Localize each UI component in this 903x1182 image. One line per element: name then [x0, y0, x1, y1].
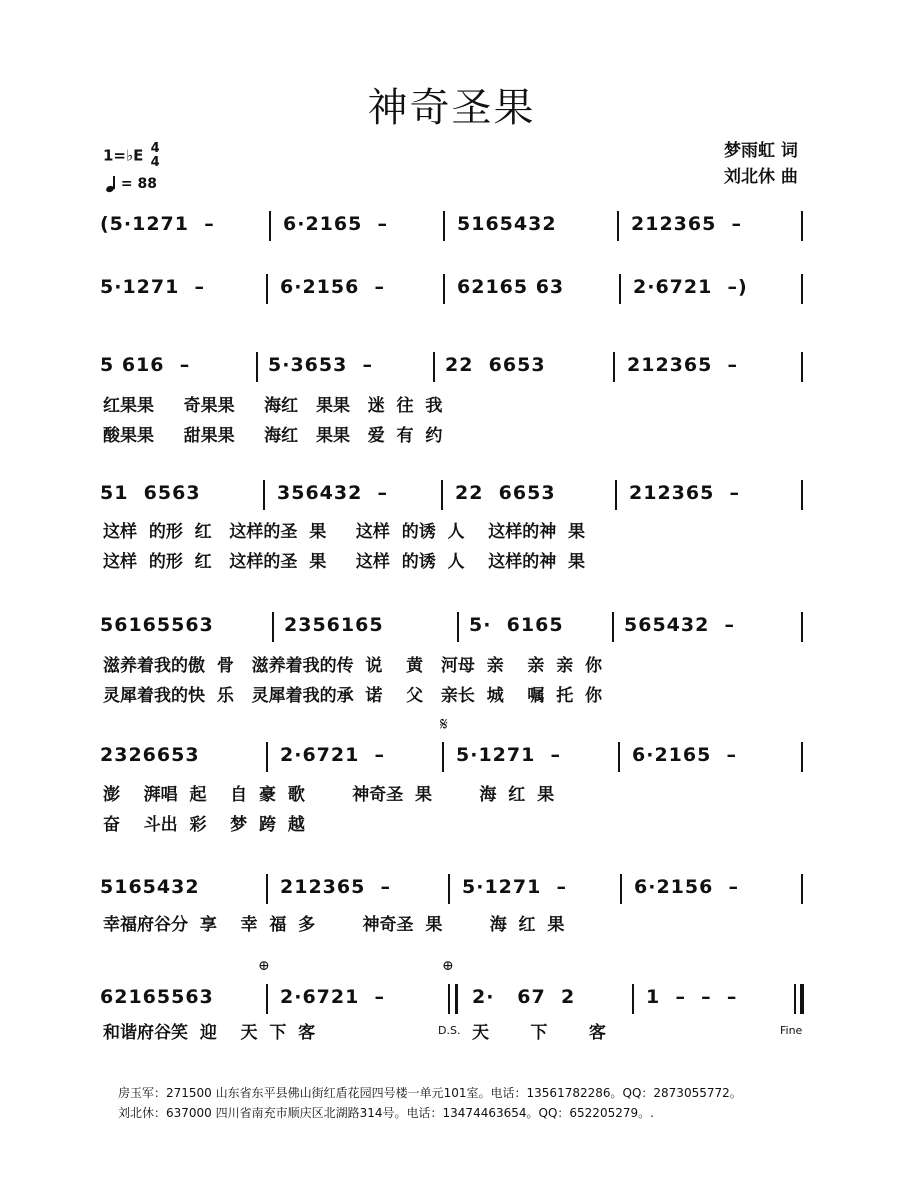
measure: 5·3653 – — [268, 354, 374, 376]
barline — [266, 874, 268, 904]
lyric-line: 澎 湃唱 起 自 豪 歌 神奇圣 果 海 红 果 — [103, 785, 555, 805]
lyric-line: 红果果 奇果果 海红 果果 迷 往 我 — [103, 396, 443, 416]
lyric-line: 和谐府谷笑 迎 天 下 客 — [103, 1023, 316, 1043]
measure: 5165432 — [100, 876, 200, 898]
song-title: 神奇圣果 — [367, 85, 536, 131]
barline — [801, 352, 803, 382]
lyric-line: 这样 的形 红 这样的圣 果 这样 的诱 人 这样的神 果 — [103, 552, 586, 572]
barline — [618, 742, 620, 772]
measure: 2· 67 2 — [472, 986, 576, 1008]
time-denominator: 4 — [150, 155, 160, 170]
barline — [801, 211, 803, 241]
music-row-6 — [100, 740, 806, 776]
contact-line: 房玉军：271500 山东省东平县佛山街红盾花园四号楼一单元101室。电话：13561782286。QQ：2873055772。 — [118, 1086, 742, 1100]
lyric-line: 奋 斗出 彩 梦 跨 越 — [103, 815, 305, 835]
measure: 22 6653 — [445, 354, 546, 376]
measure: 62165563 — [100, 986, 214, 1008]
segno-mark: 𝄋 — [440, 714, 448, 735]
barline — [433, 352, 435, 382]
barline — [620, 874, 622, 904]
measure: 5 616 – — [100, 354, 191, 376]
measure: 212365 – — [280, 876, 392, 898]
barline — [272, 612, 274, 642]
barline — [615, 480, 617, 510]
lyric-line: 酸果果 甜果果 海红 果果 爱 有 约 — [103, 426, 443, 446]
measure: 6·2156 – — [634, 876, 740, 898]
music-row-1 — [100, 209, 806, 245]
measure: 5·1271 – — [456, 744, 562, 766]
measure: 5·1271 – — [462, 876, 568, 898]
music-row-4 — [100, 478, 806, 514]
measure: 212365 – — [629, 482, 741, 504]
barline — [256, 352, 258, 382]
barline — [612, 612, 614, 642]
measure: 51 6563 — [100, 482, 201, 504]
barline — [448, 984, 450, 1014]
measure: 5165432 — [457, 213, 557, 235]
barline — [443, 211, 445, 241]
measure: 212365 – — [627, 354, 739, 376]
music-row-8 — [100, 982, 806, 1018]
barline — [448, 874, 450, 904]
measure: 6·2165 – — [283, 213, 389, 235]
measure: 56165563 — [100, 614, 214, 636]
fine-mark: Fine — [780, 1024, 803, 1037]
measure: 2326653 — [100, 744, 200, 766]
barline — [266, 742, 268, 772]
measure: 565432 – — [624, 614, 736, 636]
barline — [263, 480, 265, 510]
measure: 356432 – — [277, 482, 389, 504]
music-row-2 — [100, 272, 806, 308]
coda-mark: ⊕ — [442, 958, 454, 974]
quarter-note-icon — [106, 176, 116, 192]
barline — [801, 742, 803, 772]
lyricist-credit: 梦雨虹 词 — [724, 141, 798, 161]
lyric-line: 幸福府谷分 享 幸 福 多 神奇圣 果 海 红 果 — [103, 915, 565, 935]
measure: 212365 – — [631, 213, 743, 235]
measure: (5·1271 – — [100, 213, 215, 235]
barline — [617, 211, 619, 241]
music-row-7 — [100, 872, 806, 908]
tempo-value: = 88 — [120, 176, 157, 192]
lyric-line: 灵犀着我的快 乐 灵犀着我的承 诺 父 亲长 城 嘱 托 你 — [103, 686, 603, 706]
barline — [457, 612, 459, 642]
key-label: 1=♭E — [103, 146, 144, 165]
measure: 6·2156 – — [280, 276, 386, 298]
measure: 6·2165 – — [632, 744, 738, 766]
barline — [801, 274, 803, 304]
time-numerator: 4 — [150, 141, 160, 156]
contact-line: 刘北休：637000 四川省南充市顺庆区北湖路314号。电话：13474463654。QQ：652205279。. — [118, 1106, 654, 1120]
barline — [619, 274, 621, 304]
measure: 2356165 — [284, 614, 384, 636]
measure: 5· 6165 — [469, 614, 564, 636]
lyric-line: 天 下 客 — [472, 1023, 606, 1043]
measure: 62165 63 — [457, 276, 565, 298]
barline — [632, 984, 634, 1014]
measure: 2·6721 – — [280, 744, 386, 766]
measure: 2·6721 –) — [633, 276, 748, 298]
measure: 22 6653 — [455, 482, 556, 504]
music-row-5 — [100, 610, 806, 646]
barline — [269, 211, 271, 241]
composer-credit: 刘北休 曲 — [724, 167, 798, 187]
measure: 2·6721 – — [280, 986, 386, 1008]
measure: 1 – – – — [646, 986, 738, 1008]
barline — [266, 984, 268, 1014]
barline — [441, 480, 443, 510]
barline — [442, 742, 444, 772]
measure: 5·1271 – — [100, 276, 206, 298]
lyric-line: 这样 的形 红 这样的圣 果 这样 的诱 人 这样的神 果 — [103, 522, 586, 542]
barline — [443, 274, 445, 304]
music-row-3 — [100, 350, 806, 386]
lyric-line: 滋养着我的傲 骨 滋养着我的传 说 黄 河母 亲 亲 亲 你 — [103, 656, 603, 676]
coda-mark: ⊕ — [258, 958, 270, 974]
barline — [266, 274, 268, 304]
time-signature — [151, 142, 160, 170]
barline — [613, 352, 615, 382]
barline — [794, 984, 796, 1014]
ds-mark: D.S. — [438, 1024, 461, 1037]
barline — [801, 874, 803, 904]
final-barline — [800, 984, 804, 1014]
barline-thick — [455, 984, 458, 1014]
barline — [801, 480, 803, 510]
key-signature — [103, 142, 160, 170]
barline — [801, 612, 803, 642]
tempo-marking — [106, 176, 157, 192]
